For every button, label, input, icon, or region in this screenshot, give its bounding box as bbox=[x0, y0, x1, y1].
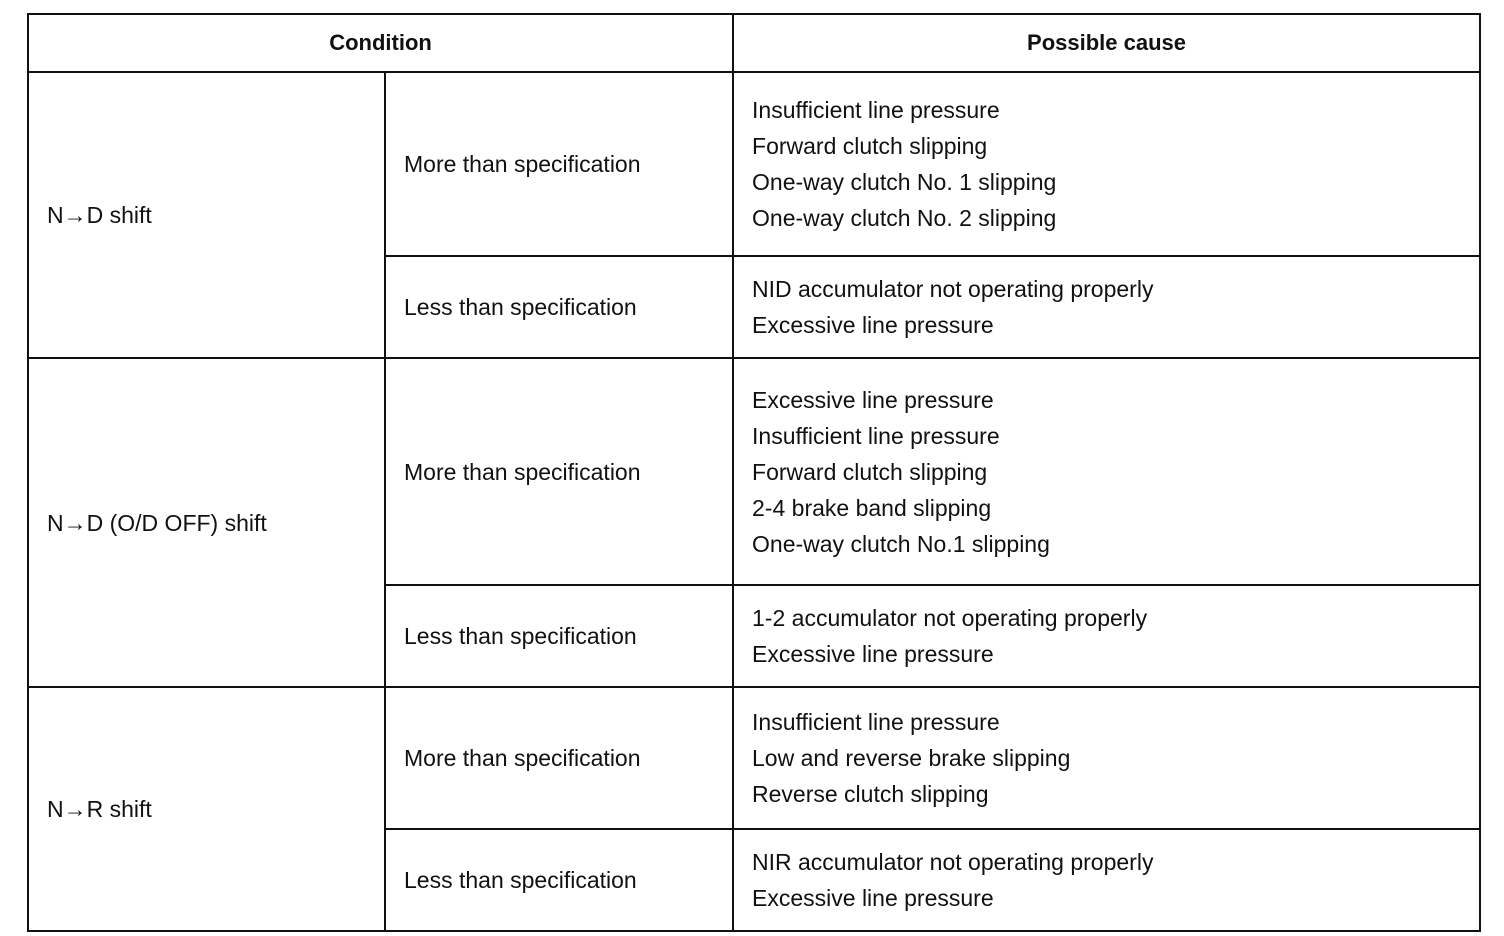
cause-item: Excessive line pressure bbox=[752, 641, 994, 667]
cause-item: Insufficient line pressure bbox=[752, 97, 1000, 123]
possible-cause-cell bbox=[733, 72, 1480, 256]
condition-level: Less than specification bbox=[385, 256, 733, 358]
condition-level: Less than specification bbox=[385, 829, 733, 931]
possible-cause-cell bbox=[733, 829, 1480, 931]
possible-cause-cell bbox=[733, 585, 1480, 687]
possible-cause-cell bbox=[733, 256, 1480, 358]
cause-item: Excessive line pressure bbox=[752, 885, 994, 911]
cause-item: Excessive line pressure bbox=[752, 312, 994, 338]
header-row bbox=[28, 14, 1480, 72]
cause-item: Forward clutch slipping bbox=[752, 133, 988, 159]
shift-label: N→D shift bbox=[28, 72, 385, 358]
cause-item: Forward clutch slipping bbox=[752, 458, 988, 485]
condition-level: More than specification bbox=[385, 358, 733, 585]
table-row bbox=[28, 358, 1480, 585]
cause-item: 1-2 accumulator not operating properly bbox=[752, 605, 1148, 631]
condition-level: More than specification bbox=[385, 687, 733, 829]
condition-level: Less than specification bbox=[385, 585, 733, 687]
header-possible-cause: Possible cause bbox=[733, 14, 1480, 72]
cause-item: NID accumulator not operating properly bbox=[752, 276, 1154, 302]
possible-cause-cell bbox=[733, 358, 1480, 585]
cause-item: One-way clutch No. 1 slipping bbox=[752, 169, 1057, 195]
shift-label: N→D (O/D OFF) shift bbox=[28, 358, 385, 687]
cause-item: 2-4 brake band slipping bbox=[752, 494, 992, 521]
table-row bbox=[28, 687, 1480, 829]
cause-item: Excessive line pressure bbox=[752, 386, 994, 413]
cause-item: One-way clutch No. 2 slipping bbox=[752, 205, 1057, 231]
cause-item: Low and reverse brake slipping bbox=[752, 745, 1071, 771]
cause-item: Reverse clutch slipping bbox=[752, 781, 989, 807]
cause-item: Insufficient line pressure bbox=[752, 709, 1000, 735]
diagnosis-table bbox=[27, 13, 1481, 932]
cause-item: NIR accumulator not operating properly bbox=[752, 849, 1154, 875]
cause-item: Insufficient line pressure bbox=[752, 422, 1000, 449]
shift-label: N→R shift bbox=[28, 687, 385, 931]
cause-item: One-way clutch No.1 slipping bbox=[752, 530, 1050, 557]
condition-level: More than specification bbox=[385, 72, 733, 256]
header-condition: Condition bbox=[28, 14, 733, 72]
table-row bbox=[28, 72, 1480, 256]
possible-cause-cell bbox=[733, 687, 1480, 829]
